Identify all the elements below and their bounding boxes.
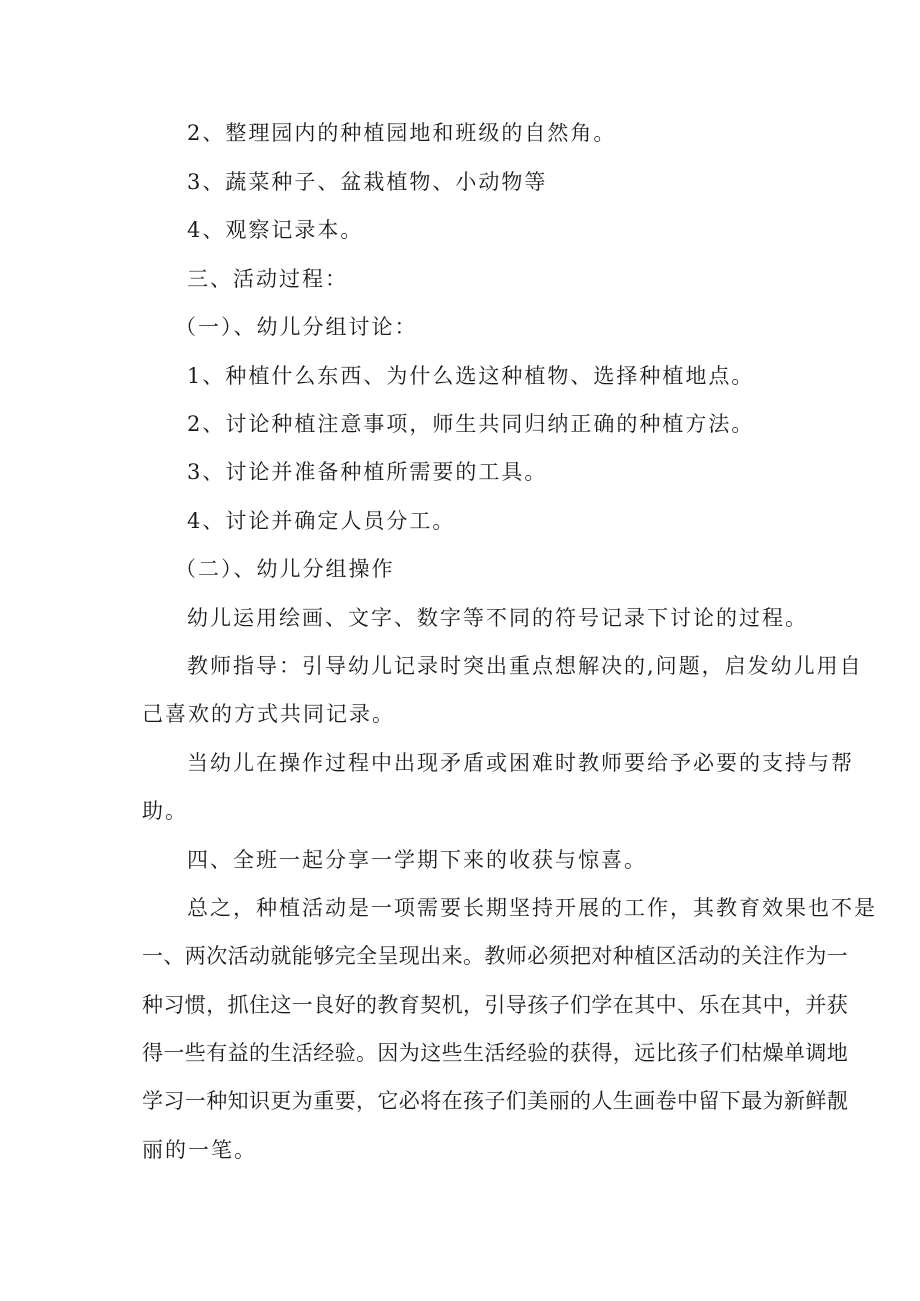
- summary-paragraph-line-4: 得一些有益的生活经验。因为这些生活经验的获得，远比孩子们枯燥单调地: [142, 1041, 849, 1065]
- material-item-3: 3、蔬菜种子、盆栽植物、小动物等: [187, 170, 548, 194]
- subsection-heading-2: （二）、幼儿分组操作: [175, 557, 395, 581]
- guidance-paragraph-line-2: 己喜欢的方式共同记录。: [142, 702, 395, 726]
- support-paragraph-line-1: 当幼儿在操作过程中出现矛盾或困难时教师要给予必要的支持与帮: [187, 751, 854, 775]
- discussion-item-3: 3、讨论并准备种植所需要的工具。: [187, 460, 548, 484]
- summary-paragraph-line-5: 学习一种知识更为重要，它必将在孩子们美丽的人生画卷中留下最为新鲜靓: [142, 1089, 849, 1113]
- material-item-2: 2、整理园内的种植园地和班级的自然角。: [187, 121, 617, 145]
- section-heading-3: 三、活动过程：: [187, 267, 348, 291]
- discussion-item-1: 1、种植什么东西、为什么选这种植物、选择种植地点。: [187, 364, 755, 388]
- support-paragraph-line-2: 助。: [142, 799, 188, 823]
- record-paragraph: 幼儿运用绘画、文字、数字等不同的符号记录下讨论的过程。: [187, 606, 808, 630]
- summary-paragraph-line-6: 丽的一笔。: [142, 1138, 257, 1162]
- section-heading-4: 四、全班一起分享一学期下来的收获与惊喜。: [187, 848, 647, 872]
- discussion-item-4: 4、讨论并确定人员分工。: [187, 509, 456, 533]
- summary-paragraph-line-1: 总之，种植活动是一项需要长期坚持开展的工作，其教育效果也不是: [187, 896, 877, 920]
- summary-paragraph-line-3: 种习惯，抓住这一良好的教育契机，引导孩子们学在其中、乐在其中，并获: [142, 993, 849, 1017]
- guidance-paragraph-line-1: 教师指导：引导幼儿记录时突出重点想解决的,问题，启发幼儿用自: [187, 654, 863, 678]
- material-item-4: 4、观察记录本。: [187, 218, 364, 242]
- subsection-heading-1: （一）、幼儿分组讨论：: [175, 315, 418, 339]
- summary-paragraph-line-2: 一、两次活动就能够完全呈现出来。教师必须把对种植区活动的关注作为一: [142, 944, 849, 968]
- discussion-item-2: 2、讨论种植注意事项，师生共同归纳正确的种植方法。: [187, 412, 755, 436]
